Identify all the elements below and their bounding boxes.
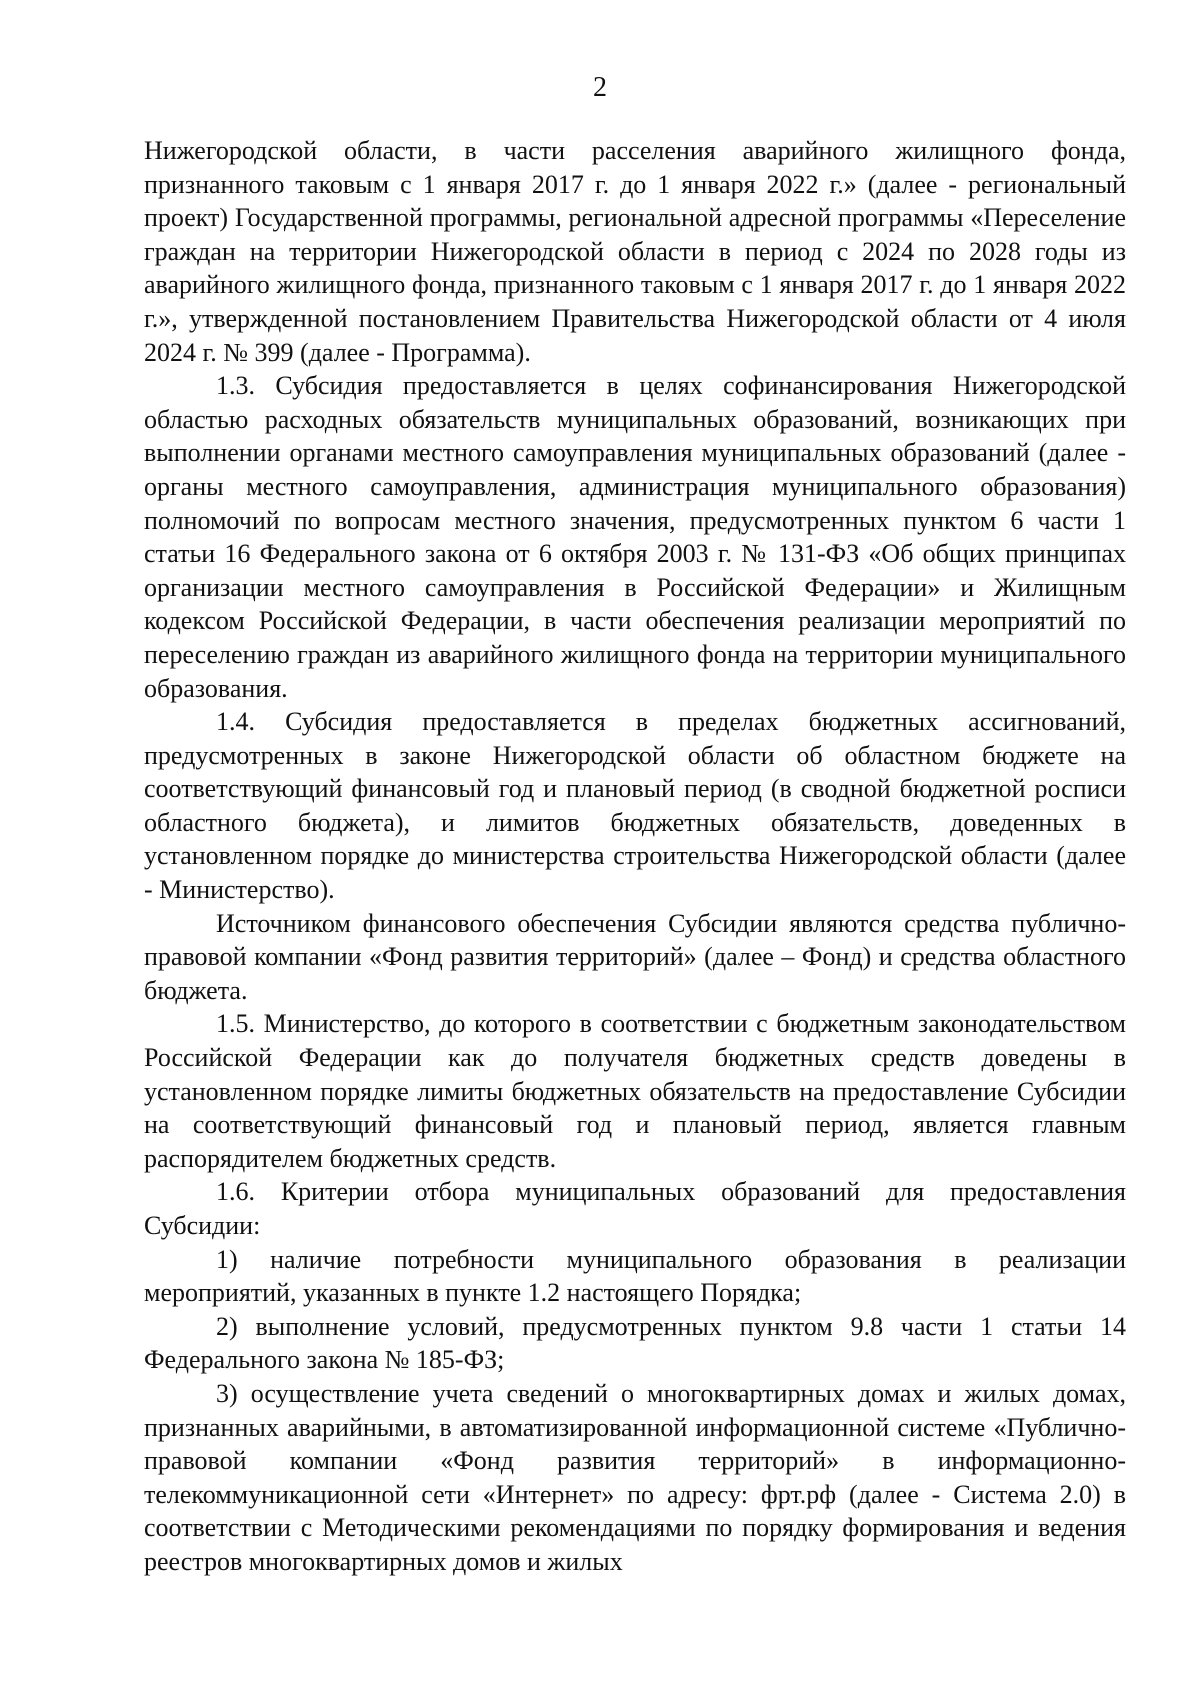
paragraph-1-5: 1.5. Министерство, до которого в соответствии с бюджетным законодательством Российской Федерации как до получателя бюджетных средств доведены в установленном порядке лимиты бюджетных обязательств на предоставление Субсидии на соответствующий финансовый год и плановый период, является главным распорядителем бюджетных средств. [144, 1009, 1126, 1173]
paragraph-funding-source: Источником финансового обеспечения Субсидии являются средства публично-правовой компании «Фонд развития территорий» (далее – Фонд) и средства областного бюджета. [144, 908, 1126, 1005]
paragraph-1-6: 1.6. Критерии отбора муниципальных образований для предоставления Субсидии: [144, 1177, 1126, 1240]
criterion-1: 1) наличие потребности муниципального образования в реализации мероприятий, указанных в пункте 1.2 настоящего Порядка; [144, 1244, 1126, 1308]
criterion-3: 3) осуществление учета сведений о многоквартирных домах и жилых домах, признанных аварийными, в автоматизированной информационной системе «Публично-правовой компании «Фонд развития территорий» в информационно-телекоммуникационной сети «Интернет» по адресу: фрт.рф (далее - Система 2.0) в соответствии с Методическими рекомендациями по порядку формирования и ведения реестров многоквартирных домов и жилых [144, 1378, 1126, 1576]
document-body [144, 134, 1126, 1579]
paragraph-1-3: 1.3. Субсидия предоставляется в целях софинансирования Нижегородской областью расходных обязательств муниципальных образований, возникающих при выполнении органами местного самоуправления муниципальных образований (далее - органы местного самоуправления, администрация муниципального образования) полномочий по вопросам местного значения, предусмотренных пунктом 6 части 1 статьи 16 Федерального закона от 6 октября 2003 г. № 131-ФЗ «Об общих принципах организации местного самоуправления в Российской Федерации» и Жилищным кодексом Российской Федерации, в части обеспечения реализации мероприятий по переселению граждан из аварийного жилищного фонда на территории муниципального образования. [144, 371, 1126, 703]
paragraph-intro-continuation: Нижегородской области, в части расселения аварийного жилищного фонда, признанного таковым с 1 января 2017 г. до 1 января 2022 г.» (далее - региональный проект) Государственной программы, региональной адресной программы «Переселение граждан на территории Нижегородской области в период с 2024 по 2028 годы из аварийного жилищного фонда, признанного таковым с 1 января 2017 г. до 1 января 2022 г.», утвержденной постановлением Правительства Нижегородской области от 4 июля 2024 г. № 399 (далее - Программа). [144, 136, 1126, 367]
criterion-2: 2) выполнение условий, предусмотренных пунктом 9.8 части 1 статьи 14 Федерального закона № 185-ФЗ; [144, 1311, 1126, 1375]
page-number: 2 [593, 72, 607, 103]
paragraph-1-4: 1.4. Субсидия предоставляется в пределах бюджетных ассигнований, предусмотренных в законе Нижегородской области об областном бюджете на соответствующий финансовый год и плановый период (в сводной бюджетной росписи областного бюджета), и лимитов бюджетных обязательств, доведенных в установленном порядке до министерства строительства Нижегородской области (далее - Министерство). [144, 707, 1126, 905]
